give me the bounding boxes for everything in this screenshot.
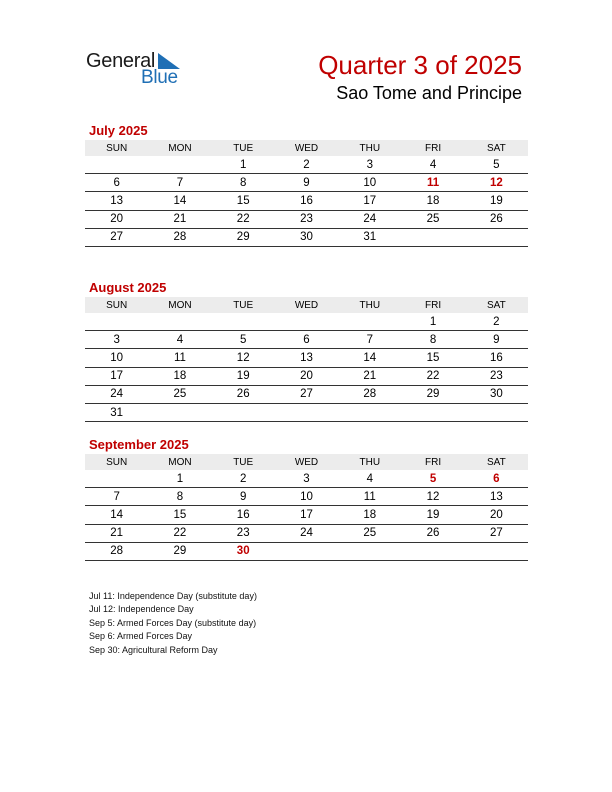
brand-logo bbox=[86, 50, 196, 90]
weekday-header: SUN bbox=[85, 454, 148, 470]
empty-day-cell bbox=[401, 403, 464, 421]
weekday-header: WED bbox=[275, 140, 338, 156]
day-cell: 5 bbox=[212, 331, 275, 349]
day-cell: 2 bbox=[275, 156, 338, 174]
day-cell: 29 bbox=[148, 542, 211, 560]
empty-day-cell bbox=[85, 313, 148, 331]
holiday-notes bbox=[89, 590, 257, 657]
week-row bbox=[85, 156, 528, 174]
day-cell: 22 bbox=[212, 210, 275, 228]
day-cell: 4 bbox=[338, 470, 401, 488]
weekday-header: THU bbox=[338, 140, 401, 156]
holiday-note: Sep 6: Armed Forces Day bbox=[89, 631, 193, 642]
page-title: Quarter 3 of 2025 bbox=[318, 50, 522, 80]
weekday-header-row bbox=[85, 297, 528, 313]
day-cell: 17 bbox=[275, 506, 338, 524]
day-cell: 30 bbox=[275, 228, 338, 246]
day-cell: 10 bbox=[85, 349, 148, 367]
week-row bbox=[85, 470, 528, 488]
empty-day-cell bbox=[338, 403, 401, 421]
empty-day-cell bbox=[275, 313, 338, 331]
day-cell: 20 bbox=[465, 506, 528, 524]
logo-general-text: General bbox=[86, 50, 156, 72]
day-cell: 11 bbox=[148, 349, 211, 367]
holiday-note: Sep 5: Armed Forces Day (substitute day) bbox=[89, 617, 257, 628]
day-cell: 28 bbox=[148, 228, 211, 246]
day-cell: 30 bbox=[465, 385, 528, 403]
empty-day-cell bbox=[212, 313, 275, 331]
holiday-note: Sep 30: Agricultural Reform Day bbox=[89, 644, 218, 655]
day-cell: 26 bbox=[465, 210, 528, 228]
empty-day-cell bbox=[465, 403, 528, 421]
day-cell: 14 bbox=[148, 192, 211, 210]
weekday-header: SAT bbox=[465, 454, 528, 470]
day-cell: 18 bbox=[401, 192, 464, 210]
day-cell: 19 bbox=[401, 506, 464, 524]
empty-day-cell bbox=[338, 313, 401, 331]
month-july bbox=[85, 123, 528, 247]
day-cell: 14 bbox=[85, 506, 148, 524]
day-cell: 6 bbox=[85, 174, 148, 192]
month-title: September 2025 bbox=[89, 437, 189, 452]
weekday-header: TUE bbox=[212, 140, 275, 156]
day-cell: 16 bbox=[212, 506, 275, 524]
weekday-header-row bbox=[85, 140, 528, 156]
week-row bbox=[85, 331, 528, 349]
day-cell: 8 bbox=[212, 174, 275, 192]
day-cell: 13 bbox=[275, 349, 338, 367]
day-cell: 12 bbox=[401, 488, 464, 506]
week-row bbox=[85, 488, 528, 506]
day-cell: 21 bbox=[338, 367, 401, 385]
day-cell: 26 bbox=[212, 385, 275, 403]
month-august bbox=[85, 280, 528, 422]
empty-day-cell bbox=[212, 403, 275, 421]
day-cell: 19 bbox=[465, 192, 528, 210]
weekday-header: MON bbox=[148, 297, 211, 313]
day-cell: 5 bbox=[465, 156, 528, 174]
day-cell: 2 bbox=[465, 313, 528, 331]
day-cell: 29 bbox=[212, 228, 275, 246]
calendar-table bbox=[85, 297, 528, 422]
day-cell: 26 bbox=[401, 524, 464, 542]
day-cell: 28 bbox=[338, 385, 401, 403]
day-cell: 31 bbox=[338, 228, 401, 246]
day-cell: 1 bbox=[148, 470, 211, 488]
day-cell: 1 bbox=[212, 156, 275, 174]
day-cell: 9 bbox=[212, 488, 275, 506]
weekday-header: SAT bbox=[465, 140, 528, 156]
day-cell: 7 bbox=[148, 174, 211, 192]
day-cell: 30 bbox=[212, 542, 275, 560]
weekday-header: TUE bbox=[212, 297, 275, 313]
day-cell: 18 bbox=[338, 506, 401, 524]
day-cell: 24 bbox=[85, 385, 148, 403]
day-cell: 23 bbox=[465, 367, 528, 385]
weekday-header: MON bbox=[148, 454, 211, 470]
day-cell: 23 bbox=[275, 210, 338, 228]
week-row bbox=[85, 403, 528, 421]
week-row bbox=[85, 313, 528, 331]
day-cell: 27 bbox=[85, 228, 148, 246]
day-cell: 12 bbox=[212, 349, 275, 367]
day-cell: 7 bbox=[85, 488, 148, 506]
month-september bbox=[85, 437, 528, 561]
day-cell: 22 bbox=[401, 367, 464, 385]
day-cell: 27 bbox=[275, 385, 338, 403]
empty-day-cell bbox=[338, 542, 401, 560]
day-cell: 14 bbox=[338, 349, 401, 367]
day-cell: 8 bbox=[401, 331, 464, 349]
week-row bbox=[85, 542, 528, 560]
day-cell: 10 bbox=[275, 488, 338, 506]
weekday-header-row bbox=[85, 454, 528, 470]
weekday-header: THU bbox=[338, 297, 401, 313]
day-cell: 15 bbox=[148, 506, 211, 524]
month-title: July 2025 bbox=[89, 123, 148, 138]
empty-day-cell bbox=[275, 542, 338, 560]
day-cell: 11 bbox=[401, 174, 464, 192]
day-cell: 18 bbox=[148, 367, 211, 385]
empty-day-cell bbox=[85, 156, 148, 174]
empty-day-cell bbox=[401, 542, 464, 560]
day-cell: 6 bbox=[465, 470, 528, 488]
weekday-header: FRI bbox=[401, 140, 464, 156]
day-cell: 3 bbox=[85, 331, 148, 349]
empty-day-cell bbox=[465, 228, 528, 246]
day-cell: 4 bbox=[148, 331, 211, 349]
logo-blue-text: Blue bbox=[141, 67, 178, 88]
week-row bbox=[85, 174, 528, 192]
day-cell: 24 bbox=[275, 524, 338, 542]
weekday-header: WED bbox=[275, 454, 338, 470]
country-name: Sao Tome and Principe bbox=[336, 83, 522, 103]
day-cell: 3 bbox=[275, 470, 338, 488]
day-cell: 23 bbox=[212, 524, 275, 542]
week-row bbox=[85, 210, 528, 228]
day-cell: 16 bbox=[465, 349, 528, 367]
day-cell: 20 bbox=[85, 210, 148, 228]
weekday-header: SUN bbox=[85, 140, 148, 156]
day-cell: 24 bbox=[338, 210, 401, 228]
empty-day-cell bbox=[148, 403, 211, 421]
weekday-header: THU bbox=[338, 454, 401, 470]
day-cell: 19 bbox=[212, 367, 275, 385]
day-cell: 25 bbox=[401, 210, 464, 228]
day-cell: 28 bbox=[85, 542, 148, 560]
week-row bbox=[85, 349, 528, 367]
day-cell: 25 bbox=[338, 524, 401, 542]
day-cell: 1 bbox=[401, 313, 464, 331]
holiday-note: Jul 12: Independence Day bbox=[89, 604, 194, 615]
empty-day-cell bbox=[148, 156, 211, 174]
day-cell: 17 bbox=[338, 192, 401, 210]
day-cell: 5 bbox=[401, 470, 464, 488]
day-cell: 10 bbox=[338, 174, 401, 192]
empty-day-cell bbox=[148, 313, 211, 331]
weekday-header: FRI bbox=[401, 454, 464, 470]
day-cell: 20 bbox=[275, 367, 338, 385]
day-cell: 4 bbox=[401, 156, 464, 174]
month-title: August 2025 bbox=[89, 280, 167, 295]
empty-day-cell bbox=[275, 403, 338, 421]
day-cell: 31 bbox=[85, 403, 148, 421]
calendar-table bbox=[85, 454, 528, 561]
day-cell: 9 bbox=[275, 174, 338, 192]
day-cell: 13 bbox=[465, 488, 528, 506]
week-row bbox=[85, 385, 528, 403]
day-cell: 27 bbox=[465, 524, 528, 542]
day-cell: 13 bbox=[85, 192, 148, 210]
holiday-note: Jul 11: Independence Day (substitute day) bbox=[89, 591, 257, 601]
day-cell: 15 bbox=[212, 192, 275, 210]
day-cell: 7 bbox=[338, 331, 401, 349]
day-cell: 22 bbox=[148, 524, 211, 542]
day-cell: 9 bbox=[465, 331, 528, 349]
day-cell: 15 bbox=[401, 349, 464, 367]
weekday-header: SAT bbox=[465, 297, 528, 313]
empty-day-cell bbox=[85, 470, 148, 488]
weekday-header: WED bbox=[275, 297, 338, 313]
week-row bbox=[85, 367, 528, 385]
day-cell: 3 bbox=[338, 156, 401, 174]
day-cell: 12 bbox=[465, 174, 528, 192]
calendar-table bbox=[85, 140, 528, 247]
day-cell: 17 bbox=[85, 367, 148, 385]
weekday-header: MON bbox=[148, 140, 211, 156]
weekday-header: TUE bbox=[212, 454, 275, 470]
day-cell: 21 bbox=[148, 210, 211, 228]
day-cell: 6 bbox=[275, 331, 338, 349]
weekday-header: FRI bbox=[401, 297, 464, 313]
empty-day-cell bbox=[465, 542, 528, 560]
week-row bbox=[85, 524, 528, 542]
week-row bbox=[85, 506, 528, 524]
day-cell: 25 bbox=[148, 385, 211, 403]
week-row bbox=[85, 228, 528, 246]
weekday-header: SUN bbox=[85, 297, 148, 313]
day-cell: 29 bbox=[401, 385, 464, 403]
day-cell: 11 bbox=[338, 488, 401, 506]
empty-day-cell bbox=[401, 228, 464, 246]
day-cell: 16 bbox=[275, 192, 338, 210]
day-cell: 2 bbox=[212, 470, 275, 488]
day-cell: 21 bbox=[85, 524, 148, 542]
week-row bbox=[85, 192, 528, 210]
day-cell: 8 bbox=[148, 488, 211, 506]
